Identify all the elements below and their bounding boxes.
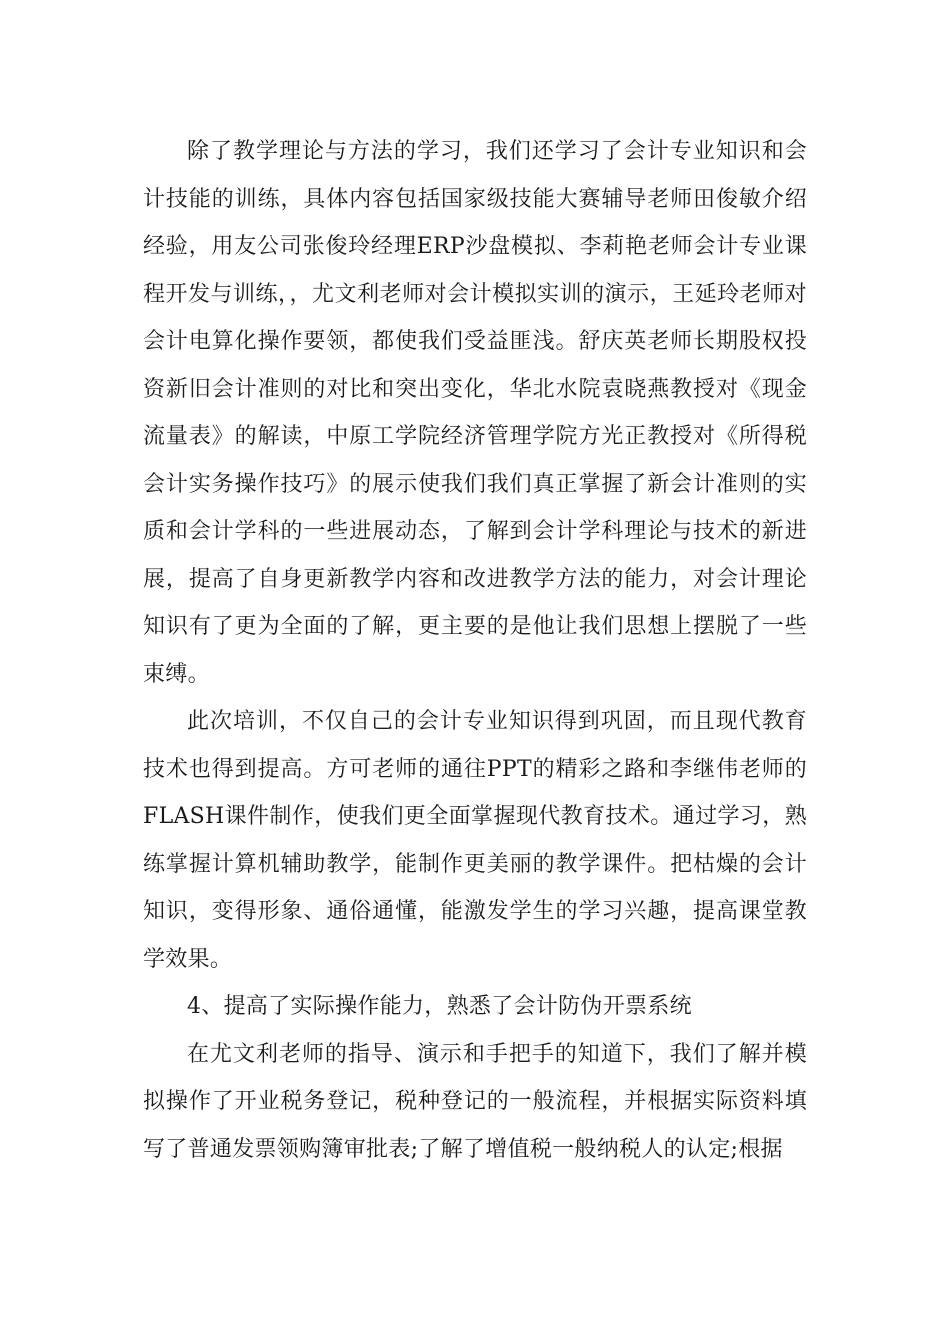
document-body [143,128,807,1173]
paragraph-tax-operation: 在尤文利老师的指导、演示和手把手的知道下，我们了解并模拟操作了开业税务登记，税种登记的一般流程，并根据实际资料填写了普通发票领购簿审批表;了解了增值税一般纳税人的认定;根据 [143,1041,807,1162]
section-heading-practical-ability: 4、提高了实际操作能力，熟悉了会计防伪开票系统 [187,994,692,1019]
paragraph-education-technology: 此次培训，不仅自己的会计专业知识得到巩固，而且现代教育技术也得到提高。方可老师的通往PPT的精彩之路和李继伟老师的FLASH课件制作，使我们更全面掌握现代教育技术。通过学习，熟练掌握计算机辅助教学，能制作更美丽的教学课件。把枯燥的会计知识，变得形象、通俗通懂，能激发学生的学习兴趣，提高课堂教学效果。 [143,709,807,972]
paragraph-accounting-knowledge: 除了教学理论与方法的学习，我们还学习了会计专业知识和会计技能的训练，具体内容包括国家级技能大赛辅导老师田俊敏介绍经验，用友公司张俊玲经理ERP沙盘模拟、李莉艳老师会计专业课程开发与训练，，尤文利老师对会计模拟实训的演示，王延玲老师对会计电算化操作要领，都使我们受益匪浅。舒庆英老师长期股权投资新旧会计准则的对比和突出变化，华北水院袁晓燕教授对《现金流量表》的解读，中原工学院经济管理学院方光正教授对《所得税会计实务操作技巧》的展示使我们我们真正掌握了新会计准则的实质和会计学科的一些进展动态，了解到会计学科理论与技术的新进展，提高了自身更新教学内容和改进教学方法的能力，对会计理论知识有了更为全面的了解，更主要的是他让我们思想上摆脱了一些束缚。 [143,139,807,687]
